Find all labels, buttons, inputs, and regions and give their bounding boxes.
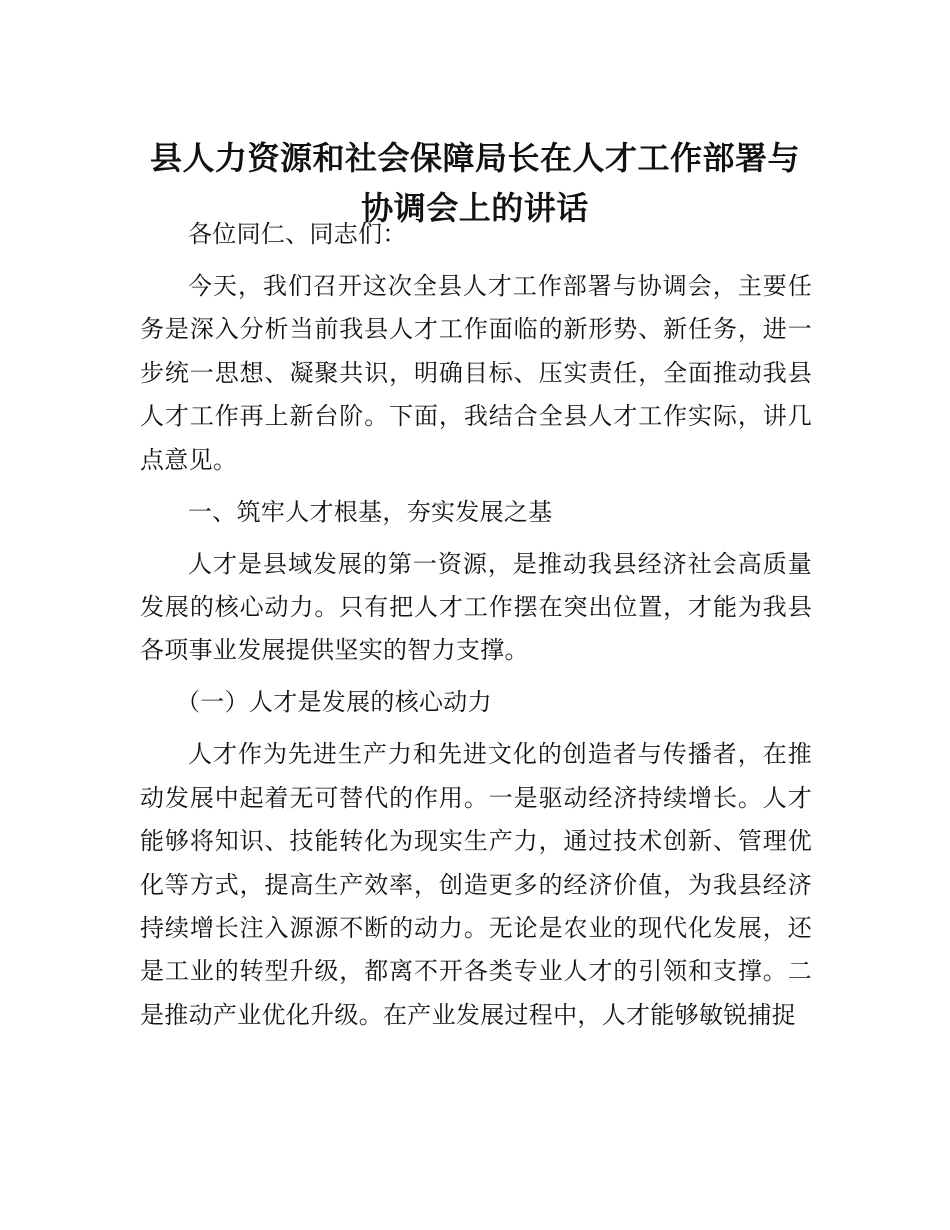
paragraph-subsection-1: 人才作为先进生产力和先进文化的创造者与传播者，在推动发展中起着无可替代的作用。一是驱动经济持续增长。人才能够将知识、技能转化为现实生产力，通过技术创新、管理优化等方式，提高生产效率，创造更多的经济价值，为我县经济持续增长注入源源不断的动力。无论是农业的现代化发展，还是工业的转型升级，都离不开各类专业人才的引领和支撑。二是推动产业优化升级。在产业发展过程中，人才能够敏锐捕捉 — [140, 740, 812, 1029]
salutation: 各位同仁、同志们： — [188, 220, 407, 248]
document-body — [140, 213, 812, 1046]
title-line-2: 协调会上的讲话 — [361, 189, 589, 228]
title-line-1: 县人力资源和社会保障局长在人才工作部署与 — [149, 139, 800, 178]
subsection-heading-1: （一）人才是发展的核心动力 — [176, 688, 492, 717]
section-heading-1: 一、筑牢人才根基，夯实发展之基 — [188, 497, 553, 526]
paragraph-intro: 今天，我们召开这次全县人才工作部署与协调会，主要任务是深入分析当前我县人才工作面临的新形势、新任务，进一步统一思想、凝聚共识，明确目标、压实责任，全面推动我县人才工作再上新台阶。下面，我结合全县人才工作实际，讲几点意见。 — [140, 272, 812, 474]
paragraph-section-1: 人才是县域发展的第一资源，是推动我县经济社会高质量发展的核心动力。只有把人才工作摆在突出位置，才能为我县各项事业发展提供坚实的智力支撑。 — [140, 549, 812, 665]
